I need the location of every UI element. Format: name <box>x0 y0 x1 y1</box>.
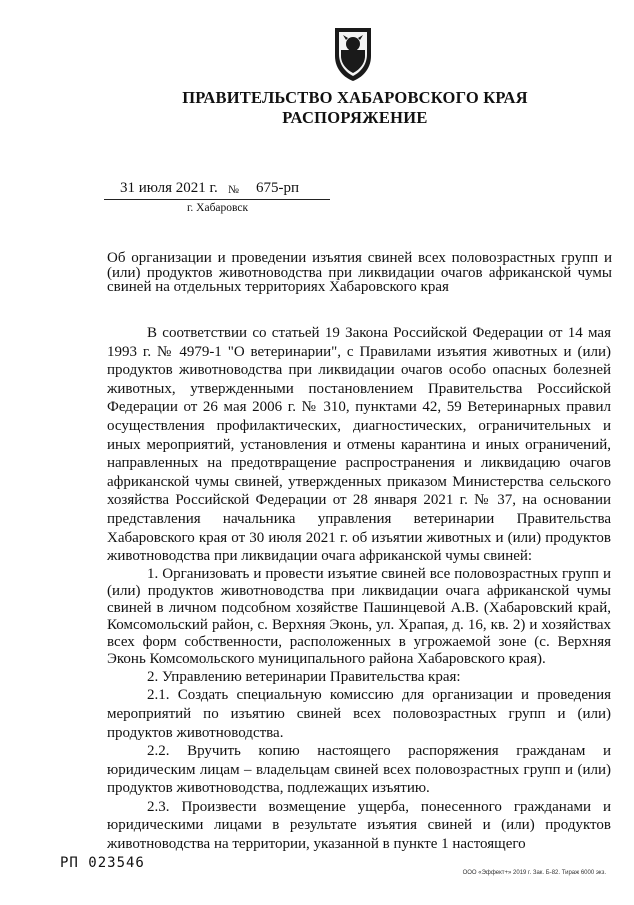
number-sign: № <box>228 184 239 196</box>
document-place: г. Хабаровск <box>187 202 249 214</box>
date-underline <box>104 199 330 200</box>
document-body <box>107 324 611 854</box>
government-title: ПРАВИТЕЛЬСТВО ХАБАРОВСКОГО КРАЯ <box>182 88 528 107</box>
registration-number: РП 023546 <box>60 855 145 871</box>
document-type-title: РАСПОРЯЖЕНИЕ <box>282 108 428 127</box>
printer-info: ООО «Эффект+» 2019 г. Зак. Б-82. Тираж 6000 экз. <box>462 870 606 876</box>
clause-2-3-paragraph: 2.3. Произвести возмещение ущерба, понесенного гражданами и юридическими лицами в результате изъятия свиней и (или) продуктов животноводства на территории, указанной в пункте 1 настоящего <box>107 798 611 853</box>
clause-2-1-paragraph: 2.1. Создать специальную комиссию для организации и проведения мероприятий по изъятию свиней всех половозрастных групп и (или) продуктов животноводства. <box>107 687 611 741</box>
preamble-paragraph: В соответствии со статьей 19 Закона Российской Федерации от 14 мая 1993 г. № 4979-1 "О ветеринарии", с Правилами изъятия животных и (или) продуктов животноводства при ликвидации очагов особо опасных болезней животных, утвержденными постановлением Правительства Российской Федерации от 26 мая 2006 г. № 310, пунктами 42, 59 Ветеринарных правил осуществления профилактических, диагностических, ограничительных и иных мероприятий, установления и отмены карантина и иных ограничений, направленных на предотвращение распространения и ликвидацию очагов африканской чумы свиней, утвержденных приказом Министерства сельского хозяйства Российской Федерации от 28 января 2021 г. № 37, на основании представления начальника управления ветеринарии Правительства Хабаровского края от 30 июля 2021 г. об изъятии животных и (или) продуктов животноводства при ликвидации очага африканской чумы свиней: <box>107 325 611 565</box>
clause-2-paragraph: 2. Управлению ветеринарии Правительства края: <box>147 668 461 685</box>
document-date: 31 июля 2021 г. <box>120 180 218 196</box>
document-number: 675-рп <box>256 180 300 196</box>
date-number-line <box>104 180 330 200</box>
document-subject: Об организации и проведении изъятия свиней всех половозрастных групп и (или) продуктов животноводства при ликвидации очагов африканской чумы свиней на отдельных территориях Хабаровского края <box>107 250 612 295</box>
coat-of-arms-emblem-icon <box>331 26 375 82</box>
clause-2-2-paragraph: 2.2. Вручить копию настоящего распоряжения гражданам и юридическим лицам – владельцам свиней всех половозрастных групп и (или) продуктов животноводства, подлежащих изъятию. <box>107 743 611 797</box>
clause-1-paragraph: 1. Организовать и провести изъятие свиней все половозрастных групп и (или) продуктов животноводства при ликвидации очага африканской чумы свиней в личном подсобном хозяйстве Пашинцевой А.В. (Хабаровский край, Комсомольский район, с. Верхняя Эконь, ул. Храпая, д. 16, кв. 2) и хозяйствах всех форм собственности, расположенных в угрожаемой зоне (с. Верхняя Эконь Комсомольского муниципального района Хабаровского края). <box>107 565 611 667</box>
